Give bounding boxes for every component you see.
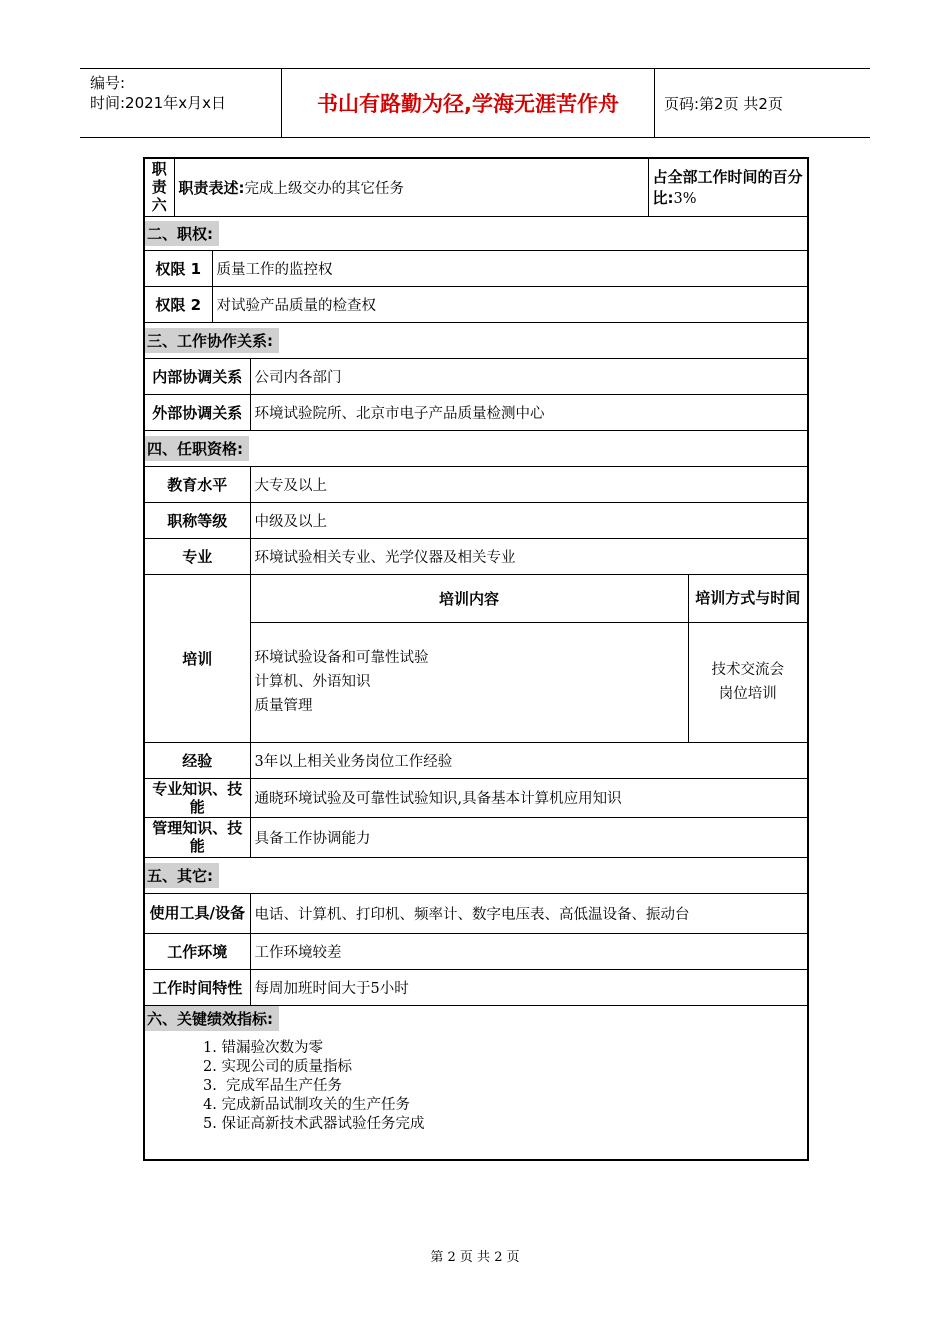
kpi-item: 2. 实现公司的质量指标 (203, 1058, 352, 1075)
tools-label: 使用工具/设备 (144, 893, 250, 933)
major-row (144, 538, 808, 574)
education-value: 大专及以上 (250, 466, 808, 502)
duty6-label: 职责六 (144, 158, 174, 216)
experience-label: 经验 (144, 742, 250, 778)
major-value: 环境试验相关专业、光学仪器及相关专业 (250, 538, 808, 574)
authority-row (144, 250, 808, 286)
section3-title: 三、工作协作关系: (144, 322, 808, 358)
training-method-item: 岗位培训 (718, 686, 777, 702)
training-content-header: 培训内容 (250, 574, 688, 622)
authority-label: 权限 1 (144, 250, 212, 286)
authority-label: 权限 2 (144, 286, 212, 322)
kpi-list (145, 1031, 807, 1148)
pro-skill-row (144, 778, 808, 817)
authority-value: 对试验产品质量的检查权 (212, 286, 808, 322)
tools-value: 电话、计算机、打印机、频率计、数字电压表、高低温设备、振动台 (250, 893, 808, 933)
training-method-header: 培训方式与时间 (688, 574, 808, 622)
section4-title: 四、任职资格: (144, 430, 808, 466)
header-meta (80, 69, 282, 137)
header-page-info: 页码:第2页 共2页 (664, 94, 783, 113)
education-label: 教育水平 (144, 466, 250, 502)
title-level-row (144, 502, 808, 538)
pro-skill-value: 通晓环境试验及可靠性试验知识,具备基本计算机应用知识 (250, 778, 808, 817)
pro-skill-label: 专业知识、技能 (144, 778, 250, 817)
duty6-pct-label: 占全部工作时间的百分比: (652, 168, 803, 208)
relation-label: 内部协调关系 (144, 358, 250, 394)
page-footer: 第 2 页 共 2 页 (430, 1250, 520, 1265)
kpi-item: 1. 错漏验次数为零 (203, 1039, 323, 1056)
duty6-desc-value: 完成上级交办的其它任务 (244, 180, 404, 197)
experience-row (144, 742, 808, 778)
page-header (80, 68, 870, 138)
environment-value: 工作环境较差 (250, 933, 808, 969)
relation-label: 外部协调关系 (144, 394, 250, 430)
duty6-pct-value: 3% (673, 191, 697, 208)
section2-title: 二、职权: (144, 216, 808, 250)
time-feature-row (144, 969, 808, 1005)
relation-value: 公司内各部门 (250, 358, 808, 394)
environment-label: 工作环境 (144, 933, 250, 969)
training-content-item: 计算机、外语知识 (254, 674, 371, 690)
training-content-item: 环境试验设备和可靠性试验 (254, 650, 429, 666)
training-method-list (688, 622, 808, 742)
authority-row (144, 286, 808, 322)
relation-row (144, 358, 808, 394)
section6-title: 六、关键绩效指标: (145, 1006, 807, 1031)
duty6-row (144, 158, 808, 216)
time-label: 时间:2021年x月x日 (90, 94, 226, 112)
environment-row (144, 933, 808, 969)
relation-value: 环境试验院所、北京市电子产品质量检测中心 (250, 394, 808, 430)
title-level-value: 中级及以上 (250, 502, 808, 538)
header-motto: 书山有路勤为径,学海无涯苦作舟 (282, 69, 655, 137)
duty6-desc-label: 职责表述: (178, 178, 245, 197)
mgmt-skill-value: 具备工作协调能力 (250, 817, 808, 857)
kpi-item: 4. 完成新品试制攻关的生产任务 (203, 1096, 410, 1113)
title-level-label: 职称等级 (144, 502, 250, 538)
experience-value: 3年以上相关业务岗位工作经验 (250, 742, 808, 778)
relation-row (144, 394, 808, 430)
kpi-item: 5. 保证高新技术武器试验任务完成 (203, 1115, 425, 1132)
section6-block (144, 1005, 808, 1160)
authority-value: 质量工作的监控权 (212, 250, 808, 286)
training-content-list (250, 622, 688, 742)
mgmt-skill-row (144, 817, 808, 857)
training-content-item: 质量管理 (254, 698, 313, 714)
education-row (144, 466, 808, 502)
duty6-desc (174, 158, 648, 216)
training-header-row (144, 574, 808, 622)
time-feature-label: 工作时间特性 (144, 969, 250, 1005)
mgmt-skill-label: 管理知识、技能 (144, 817, 250, 857)
number-label: 编号: (90, 74, 126, 92)
tools-row (144, 893, 808, 933)
section5-title: 五、其它: (144, 857, 808, 893)
job-description-table (143, 157, 809, 1161)
training-label: 培训 (144, 574, 250, 742)
section6-cell (144, 1005, 808, 1160)
kpi-item: 3. 完成军品生产任务 (203, 1077, 343, 1094)
training-method-item: 技术交流会 (711, 662, 785, 678)
time-feature-value: 每周加班时间大于5小时 (250, 969, 808, 1005)
major-label: 专业 (144, 538, 250, 574)
duty6-pct (648, 158, 808, 216)
